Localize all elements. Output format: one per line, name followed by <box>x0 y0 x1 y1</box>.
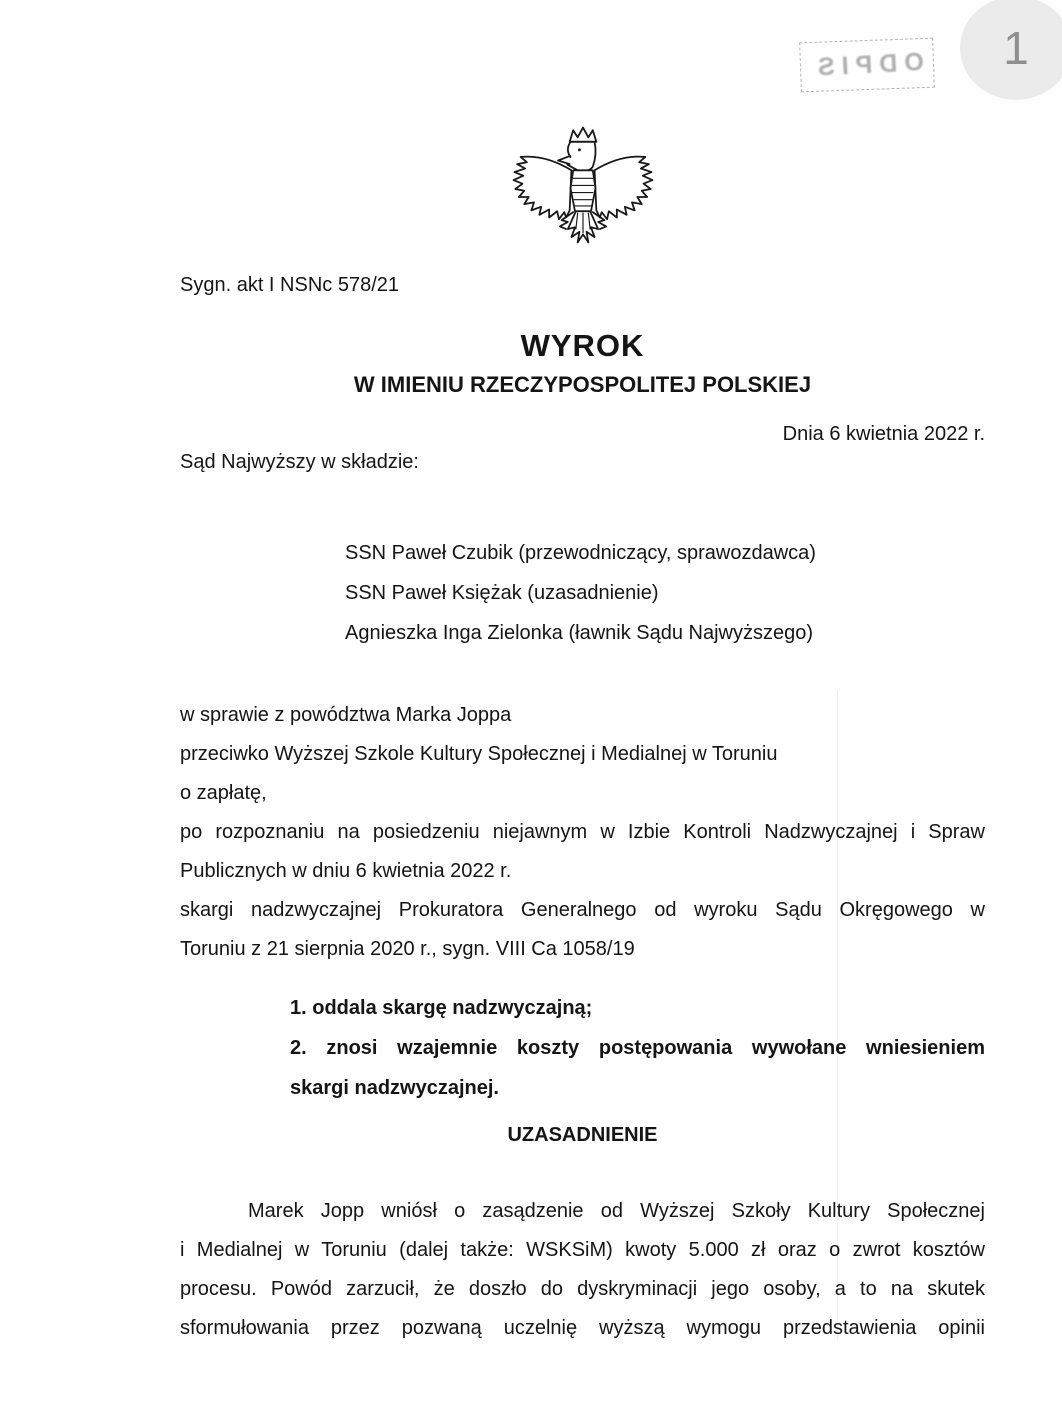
odpis-stamp <box>799 38 935 93</box>
panel-judge-2: SSN Paweł Księżak (uzasadnienie) <box>345 582 659 604</box>
case-line: przeciwko Wyższej Szkole Kultury Społecznej i Medialnej w Toruniu <box>180 743 778 765</box>
justification-line: Marek Jopp wniósł o zasądzenie od Wyższej Szkoły Kultury Społecznej <box>248 1200 985 1222</box>
justification-line: procesu. Powód zarzucił, że doszło do dyskryminacji jego osoby, a to na skutek <box>180 1278 985 1300</box>
case-line: po rozpoznaniu na posiedzeniu niejawnym w Izbie Kontroli Nadzwyczajnej i Spraw <box>180 821 985 843</box>
odpis-stamp-text: ODPIS <box>809 47 925 82</box>
ruling-point-2: 2. znosi wzajemnie koszty postępowania wywołane wniesieniem <box>290 1037 985 1059</box>
case-line: skargi nadzwyczajnej Prokuratora Generalnego od wyroku Sądu Okręgowego w <box>180 899 985 921</box>
case-line: w sprawie z powództwa Marka Joppa <box>180 704 512 726</box>
case-line: Publicznych w dniu 6 kwietnia 2022 r. <box>180 860 512 882</box>
judgment-subtitle: W IMIENIU RZECZYPOSPOLITEJ POLSKIEJ <box>353 372 812 397</box>
case-line: Toruniu z 21 sierpnia 2020 r., sygn. VIII Ca 1058/19 <box>180 938 635 960</box>
judgment-date: Dnia 6 kwietnia 2022 r. <box>782 423 985 445</box>
case-line: o zapłatę, <box>180 782 267 804</box>
composition-intro: Sąd Najwyższy w składzie: <box>180 451 419 473</box>
emblem-container <box>180 124 985 259</box>
ruling-section <box>290 988 985 1108</box>
judgment-title: WYROK <box>520 328 645 363</box>
panel-lay-judge: Agnieszka Inga Zielonka (ławnik Sądu Najwyższego) <box>345 622 814 644</box>
polish-eagle-emblem <box>507 124 659 254</box>
justification-heading: UZASADNIENIE <box>507 1124 658 1146</box>
justification-line: sformułowania przez pozwaną uczelnię wyższą wymogu przedstawienia opinii <box>180 1317 985 1339</box>
justification-line: i Medialnej w Toruniu (dalej także: WSKSiM) kwoty 5.000 zł oraz o zwrot kosztów <box>180 1239 985 1261</box>
case-description <box>180 696 985 969</box>
ruling-point-1: 1. oddala skargę nadzwyczajną; <box>290 997 593 1019</box>
panel-judge-1: SSN Paweł Czubik (przewodniczący, sprawozdawca) <box>345 542 816 564</box>
judges-panel <box>345 533 985 653</box>
page-number-badge <box>960 0 1062 100</box>
case-signature: Sygn. akt I NSNc 578/21 <box>180 274 400 296</box>
page-number: 1 <box>1003 22 1029 74</box>
ruling-point-2-cont: skargi nadzwyczajnej. <box>290 1077 499 1099</box>
justification-paragraph <box>180 1192 985 1348</box>
